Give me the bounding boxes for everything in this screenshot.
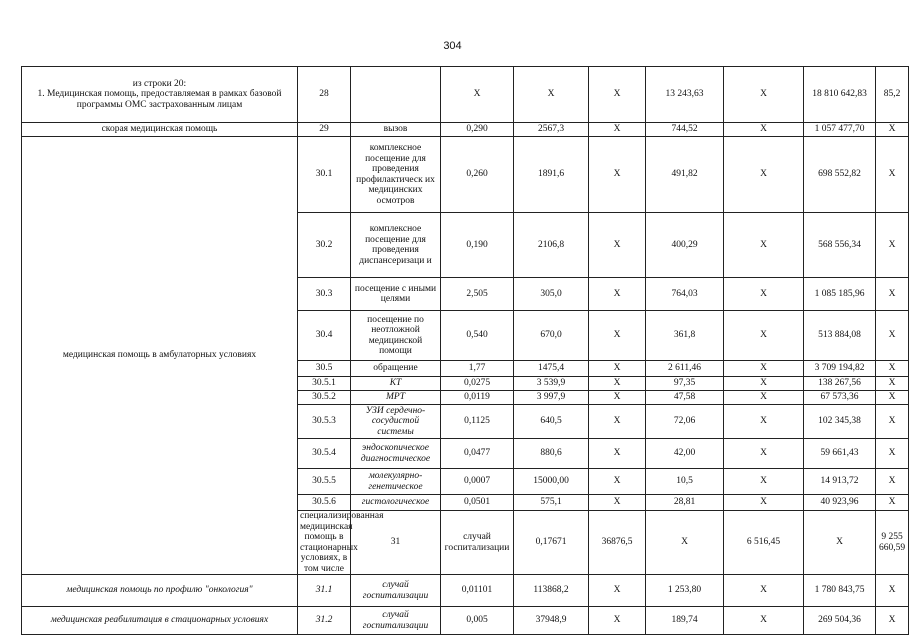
cell-c6: X [589, 123, 646, 137]
unit-cell: случай госпитализации [351, 575, 441, 607]
line-number: 31.1 [298, 575, 351, 607]
cell-volume: 0,290 [441, 123, 514, 137]
unit-cell: молекулярно-генетическое [351, 469, 441, 495]
cell-c8: X [724, 391, 804, 405]
cell-c7: 13 243,63 [646, 67, 724, 123]
cell-c6: X [589, 405, 646, 439]
cell-volume: 1,77 [441, 361, 514, 377]
cell-cost: 113868,2 [514, 575, 589, 607]
table-row [22, 137, 909, 213]
line-number: 30.5.4 [298, 439, 351, 469]
cell-c7: 189,74 [646, 607, 724, 635]
line-number: 30.3 [298, 278, 351, 311]
cell-cost: 37948,9 [514, 607, 589, 635]
cell-c7: 361,8 [646, 311, 724, 361]
cell-c10: X [876, 391, 909, 405]
cell-c10: X [876, 575, 909, 607]
cell-c6: X [589, 311, 646, 361]
cell-c6: X [589, 213, 646, 278]
cell-c8: X [724, 377, 804, 391]
unit-cell: случай госпитализации [441, 511, 514, 575]
cell-c9: 269 504,36 [804, 607, 876, 635]
cell-c9: 9 255 660,59 [876, 511, 909, 575]
cell-volume: 0,01101 [441, 575, 514, 607]
cell-volume: 2,505 [441, 278, 514, 311]
cell-cost: 2106,8 [514, 213, 589, 278]
unit-cell: комплексное посещение для проведения диспансеризаци и [351, 213, 441, 278]
cell-c8: X [724, 607, 804, 635]
cell-cost: 880,6 [514, 439, 589, 469]
unit-cell: гистологическое [351, 495, 441, 511]
cell-c10: X [876, 137, 909, 213]
row-name: медицинская реабилитация в стационарных условиях [22, 607, 298, 635]
cell-c7: 28,81 [646, 495, 724, 511]
line-number: 31 [351, 511, 441, 575]
unit-cell: УЗИ сердечно-сосудистой системы [351, 405, 441, 439]
cell-c9: 513 884,08 [804, 311, 876, 361]
table-row [22, 67, 909, 123]
cell-volume: 0,0275 [441, 377, 514, 391]
cell-volume: 0,17671 [514, 511, 589, 575]
cell-c6: X [589, 575, 646, 607]
row-name: специализированная медицинская помощь в стационарных условиях, в том числе [298, 511, 351, 575]
line-number: 29 [298, 123, 351, 137]
unit-cell: комплексное посещение для проведения профилактическ их медицинских осмотров [351, 137, 441, 213]
cell-volume: 0,0007 [441, 469, 514, 495]
cell-cost: 3 997,9 [514, 391, 589, 405]
row-name: медицинская помощь в амбулаторных условиях [22, 137, 298, 575]
cell-c8: X [724, 123, 804, 137]
unit-cell: посещение с иными целями [351, 278, 441, 311]
cell-c8: X [724, 439, 804, 469]
cell-c7: 1 253,80 [646, 575, 724, 607]
cell-volume: X [441, 67, 514, 123]
cell-c8: X [804, 511, 876, 575]
cell-c8: X [724, 213, 804, 278]
cell-c7: 744,52 [646, 123, 724, 137]
cell-c6: X [589, 137, 646, 213]
cell-c6: X [589, 361, 646, 377]
cell-c9: 1 780 843,75 [804, 575, 876, 607]
cell-c10: X [876, 361, 909, 377]
cell-c6: X [646, 511, 724, 575]
cell-volume: 0,005 [441, 607, 514, 635]
cell-cost: 305,0 [514, 278, 589, 311]
cell-volume: 0,260 [441, 137, 514, 213]
cell-c6: X [589, 278, 646, 311]
cell-c9: 67 573,36 [804, 391, 876, 405]
cell-c6: X [589, 495, 646, 511]
cell-c9: 40 923,96 [804, 495, 876, 511]
cell-c7: 491,82 [646, 137, 724, 213]
cell-c9: 102 345,38 [804, 405, 876, 439]
line-number: 30.5.5 [298, 469, 351, 495]
cell-c7: 400,29 [646, 213, 724, 278]
cell-c7: 6 516,45 [724, 511, 804, 575]
cell-cost: 3 539,9 [514, 377, 589, 391]
cell-c8: X [724, 361, 804, 377]
cell-c10: X [876, 405, 909, 439]
row-name: из строки 20: 1. Медицинская помощь, предоставляемая в рамках базовой программы ОМС застрахованным лицам [22, 67, 298, 123]
cell-c8: X [724, 495, 804, 511]
cell-c10: X [876, 213, 909, 278]
cell-c8: X [724, 67, 804, 123]
cell-c10: X [876, 123, 909, 137]
cell-volume: 0,0119 [441, 391, 514, 405]
cell-c6: X [589, 67, 646, 123]
line-number: 28 [298, 67, 351, 123]
cell-volume: 0,1125 [441, 405, 514, 439]
cell-c8: X [724, 575, 804, 607]
cell-c9: 59 661,43 [804, 439, 876, 469]
cell-cost: X [514, 67, 589, 123]
line-number: 30.2 [298, 213, 351, 278]
cell-cost: 1891,6 [514, 137, 589, 213]
cell-c9: 18 810 642,83 [804, 67, 876, 123]
cell-c8: X [724, 311, 804, 361]
cell-c9: 1 057 477,70 [804, 123, 876, 137]
unit-cell: вызов [351, 123, 441, 137]
page-number: 304 [443, 40, 462, 52]
cell-c9: 3 709 194,82 [804, 361, 876, 377]
cell-c7: 2 611,46 [646, 361, 724, 377]
cell-c6: X [589, 391, 646, 405]
line-number: 31.2 [298, 607, 351, 635]
line-number: 30.5 [298, 361, 351, 377]
unit-cell [351, 67, 441, 123]
cell-c10: X [876, 311, 909, 361]
cell-cost: 640,5 [514, 405, 589, 439]
tariff-table [21, 66, 909, 635]
unit-cell: эндоскопическое диагностическое [351, 439, 441, 469]
cell-c7: 72,06 [646, 405, 724, 439]
cell-c9: 14 913,72 [804, 469, 876, 495]
unit-cell: МРТ [351, 391, 441, 405]
line-number: 30.5.6 [298, 495, 351, 511]
table-row [22, 607, 909, 635]
unit-cell: обращение [351, 361, 441, 377]
cell-cost: 1475,4 [514, 361, 589, 377]
cell-cost: 575,1 [514, 495, 589, 511]
cell-c9: 1 085 185,96 [804, 278, 876, 311]
cell-volume: 0,190 [441, 213, 514, 278]
line-number: 30.5.3 [298, 405, 351, 439]
cell-c8: X [724, 278, 804, 311]
cell-cost: 36876,5 [589, 511, 646, 575]
line-number: 30.5.2 [298, 391, 351, 405]
cell-c9: 568 556,34 [804, 213, 876, 278]
row-name: скорая медицинская помощь [22, 123, 298, 137]
cell-volume: 0,540 [441, 311, 514, 361]
cell-c7: 47,58 [646, 391, 724, 405]
cell-c6: X [589, 377, 646, 391]
cell-volume: 0,0477 [441, 439, 514, 469]
cell-c6: X [589, 439, 646, 469]
cell-c10: X [876, 495, 909, 511]
cell-c10: X [876, 469, 909, 495]
cell-c10: X [876, 607, 909, 635]
cell-volume: 0,0501 [441, 495, 514, 511]
cell-cost: 2567,3 [514, 123, 589, 137]
line-number: 30.4 [298, 311, 351, 361]
cell-c7: 764,03 [646, 278, 724, 311]
cell-cost: 15000,00 [514, 469, 589, 495]
cell-c6: X [589, 469, 646, 495]
row-name: медицинская помощь по профилю "онкология" [22, 575, 298, 607]
unit-cell: случай госпитализации [351, 607, 441, 635]
unit-cell: посещение по неотложной медицинской помощи [351, 311, 441, 361]
cell-cost: 670,0 [514, 311, 589, 361]
cell-c9: 698 552,82 [804, 137, 876, 213]
cell-c10: X [876, 377, 909, 391]
cell-c10: X [876, 278, 909, 311]
line-number: 30.5.1 [298, 377, 351, 391]
cell-c9: 138 267,56 [804, 377, 876, 391]
cell-c10: X [876, 439, 909, 469]
cell-c8: X [724, 137, 804, 213]
cell-c7: 10,5 [646, 469, 724, 495]
table-row [22, 575, 909, 607]
cell-c10: 85,2 [876, 67, 909, 123]
cell-c7: 42,00 [646, 439, 724, 469]
cell-c7: 97,35 [646, 377, 724, 391]
cell-c8: X [724, 405, 804, 439]
table-row [22, 123, 909, 137]
line-number: 30.1 [298, 137, 351, 213]
cell-c6: X [589, 607, 646, 635]
cell-c8: X [724, 469, 804, 495]
unit-cell: КТ [351, 377, 441, 391]
